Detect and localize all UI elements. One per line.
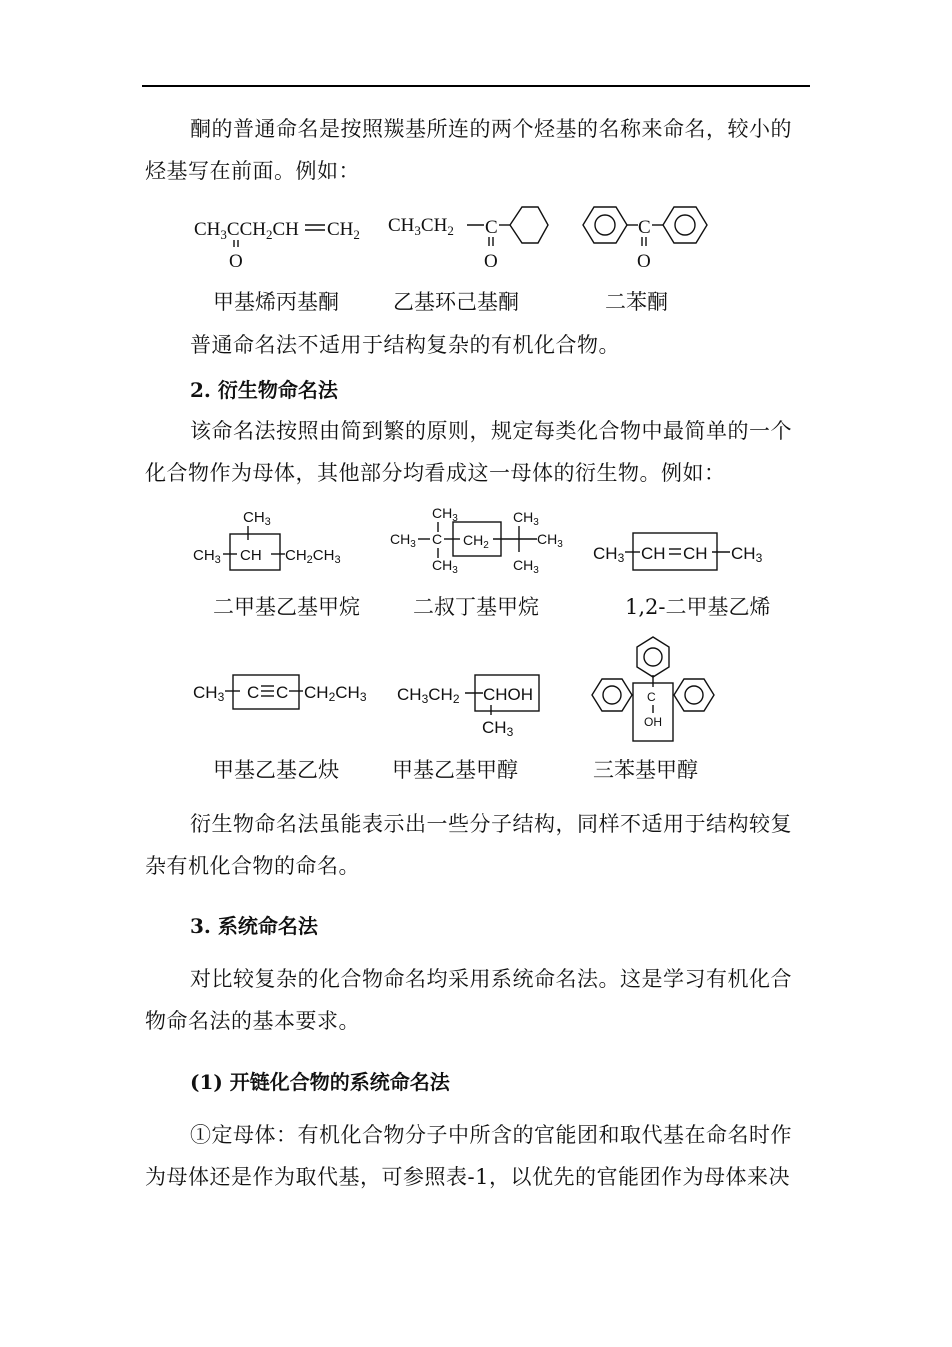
derivative-structures-row2 [185,635,745,750]
svg-text:CH3: CH3 [193,683,225,704]
svg-text:CH3CH2: CH3CH2 [397,685,460,706]
svg-text:CH2CH3: $CH_2CH_3$ [285,547,341,566]
heading-derivative-naming: 2. 衍生物命名法 [190,378,338,402]
svg-text:CH3: $CH_3$ [432,557,458,576]
ketone-structures [180,195,740,275]
svg-text:CH: CH [240,547,262,564]
caption-1-2-dimethylethylene: 1,2-二甲基乙烯 [625,595,771,619]
svg-text:CH3CCH2CH: $CH_3CCH_2CH$ [194,219,299,242]
caption-methylethylacetylene: 甲基乙基乙炔 [213,758,339,782]
svg-text:CH2: $CH_2$ [327,219,360,242]
caption-ethyl-cyclohexyl-ketone: 乙基环己基酮 [393,290,519,314]
svg-text:O: O [484,251,498,272]
svg-text:CH3: $CH_3$ [513,557,539,576]
svg-text:C: C [638,217,651,238]
structure-di-tert-butylmethane [390,505,563,576]
svg-text:CH3: $CH_3$ [193,547,221,566]
svg-text:CH3: CH3 [593,544,625,565]
header-rule [142,85,810,87]
svg-text:O: O [637,251,651,272]
structure-methyl-allyl-ketone [194,219,360,272]
paragraph-common-naming-limit: 普通命名法不适用于结构复杂的有机化合物。 [190,333,620,357]
caption-di-tert-butylmethane: 二叔丁基甲烷 [413,595,539,619]
caption-benzophenone: 二苯酮 [605,290,668,314]
structure-methylethylmethanol [397,675,539,739]
caption-methylethylmethanol: 甲基乙基甲醇 [392,758,518,782]
paragraph-systematic-naming: 对比较复杂的化合物命名均采用系统命名法。这是学习有机化合物命名法的基本要求。 [145,967,792,1033]
svg-text:CH3: $CH_3$ [432,505,458,524]
svg-text:CH: CH [683,544,708,563]
svg-text:OH: OH [644,715,662,729]
svg-text:CH3CH2: $CH_3CH_2$ [388,215,454,238]
svg-text:CH3: $CH_3$ [513,509,539,528]
svg-text:CH3: CH3 [731,544,763,565]
caption-methyl-allyl-ketone: 甲基烯丙基酮 [213,290,339,314]
paragraph-parent-determination: ①定母体：有机化合物分子中所含的官能团和取代基在命名时作为母体还是作为取代基，可参照表-1，以优先的官能团作为母体来决 [145,1123,792,1189]
structure-triphenylmethanol [592,637,714,741]
svg-text:CHOH: CHOH [483,685,534,704]
svg-text:CH2CH3: CH2CH3 [304,683,367,704]
derivative-structures-row1 [185,500,785,590]
svg-text:C: C [432,531,443,547]
svg-text:CH2: $CH_2$ [463,532,489,551]
svg-text:CH3: $CH_3$ [537,531,563,550]
structure-benzophenone [583,207,707,272]
svg-text:CH3: $CH_3$ [243,509,271,528]
svg-text:CH: CH [641,544,666,563]
svg-text:C: C [276,683,289,702]
paragraph-ketone-naming: 酮的普通命名是按照羰基所连的两个烃基的名称来命名，较小的烃基写在前面。例如： [145,117,792,183]
structure-dimethylethylmethane [193,509,341,570]
svg-text:O: O [229,251,243,272]
svg-text:C: C [647,690,656,704]
heading-open-chain-naming: (1) 开链化合物的系统命名法 [190,1070,450,1094]
svg-text:C: C [485,217,498,238]
paragraph-derivative-naming: 该命名法按照由简到繁的原则，规定每类化合物中最简单的一个化合物作为母体，其他部分均看成这一母体的衍生物。例如： [145,419,792,485]
svg-text:CH3: $CH_3$ [390,531,416,550]
paragraph-derivative-limit: 衍生物命名法虽能表示出一些分子结构，同样不适用于结构较复杂有机化合物的命名。 [145,812,792,878]
structure-methylethylacetylene [193,675,367,709]
heading-systematic-naming: 3. 系统命名法 [190,914,318,938]
structure-ethyl-cyclohexyl-ketone [388,207,548,272]
structure-1-2-dimethylethylene [593,533,763,570]
caption-dimethylethylmethane: 二甲基乙基甲烷 [213,595,360,619]
svg-text:C: C [247,683,260,702]
svg-text:CH3: CH3 [482,718,514,739]
caption-triphenylmethanol: 三苯基甲醇 [593,758,698,782]
